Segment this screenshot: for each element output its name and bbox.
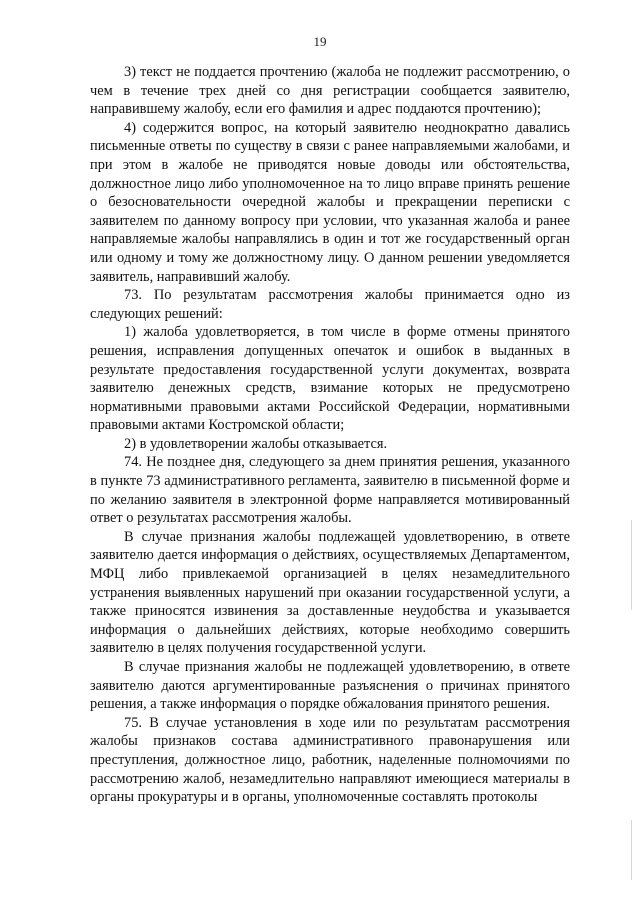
paragraph-refused-response: В случае признания жалобы не подлежащей удовлетворению, в ответе заявителю даются аргументированные разъяснения о причинах принятого решения, а также информация о порядке обжалования принятого решения. xyxy=(90,659,570,713)
document-body xyxy=(90,63,570,807)
paragraph-item-3-unreadable-text: 3) текст не поддается прочтению (жалоба не подлежит рассмотрению, о чем в течение трех дней со дня регистрации сообщается заявителю, направившему жалобу, если его фамилия и адрес поддаются прочтению); xyxy=(90,64,570,118)
paragraph-item-4-repeated-question: 4) содержится вопрос, на который заявителю неоднократно давались письменные ответы по существу в связи с ранее направляемыми жалобами, и при этом в жалобе не приводятся новые доводы или обстоятельства, должностное лицо либо уполномоченное на то лицо вправе принять решение о безосновательности очередной жалобы и прекращении переписки с заявителем по данному вопросу при условии, что указанная жалоба и ранее направляемые жалобы направлялись в один и тот же государственный орган или одному и тому же должностному лицу. О данном решении уведомляется заявитель, направивший жалобу. xyxy=(90,119,570,285)
paragraph-clause-75: 75. В случае установления в ходе или по результатам рассмотрения жалобы признаков состава административного правонарушения или преступления, должностное лицо, работник, наделенные полномочиями по рассмотрению жалоб, незамедлительно направляют имеющиеся материалы в органы прокуратуры и в органы, уполномоченные составлять протоколы xyxy=(90,714,570,806)
paragraph-clause-74: 74. Не позднее дня, следующего за днем принятия решения, указанного в пункте 73 административного регламента, заявителю в письменной форме и по желанию заявителя в электронной форме направляется мотивированный ответ о результатах рассмотрения жалобы. xyxy=(90,454,570,527)
paragraph-decision-2-refused: 2) в удовлетворении жалобы отказывается. xyxy=(124,435,388,452)
paragraph-satisfied-response: В случае признания жалобы подлежащей удовлетворению, в ответе заявителю дается информация о действиях, осуществляемых Департаментом, МФЦ либо привлекаемой организацией в целях незамедлительного устранения выявленных нарушений при оказании государственной услуги, а также приносятся извинения за доставленные неудобства и указывается информация о дальнейших действиях, которые необходимо совершить заявителю в целях получения государственной услуги. xyxy=(90,528,570,657)
scan-edge-line xyxy=(631,820,632,880)
paragraph-decision-1-satisfied: 1) жалоба удовлетворяется, в том числе в форме отмены принятого решения, исправления допущенных опечаток и ошибок в выданных в результате предоставления государственной услуги документах, возврата заявителю денежных средств, взимание которых не предусмотрено нормативными правовыми актами Российской Федерации, нормативными правовыми актами Костромской области; xyxy=(90,324,570,434)
page-number: 19 xyxy=(313,34,327,49)
paragraph-clause-73: 73. По результатам рассмотрения жалобы принимается одно из следующих решений: xyxy=(90,287,570,322)
scan-edge-line xyxy=(631,520,632,610)
